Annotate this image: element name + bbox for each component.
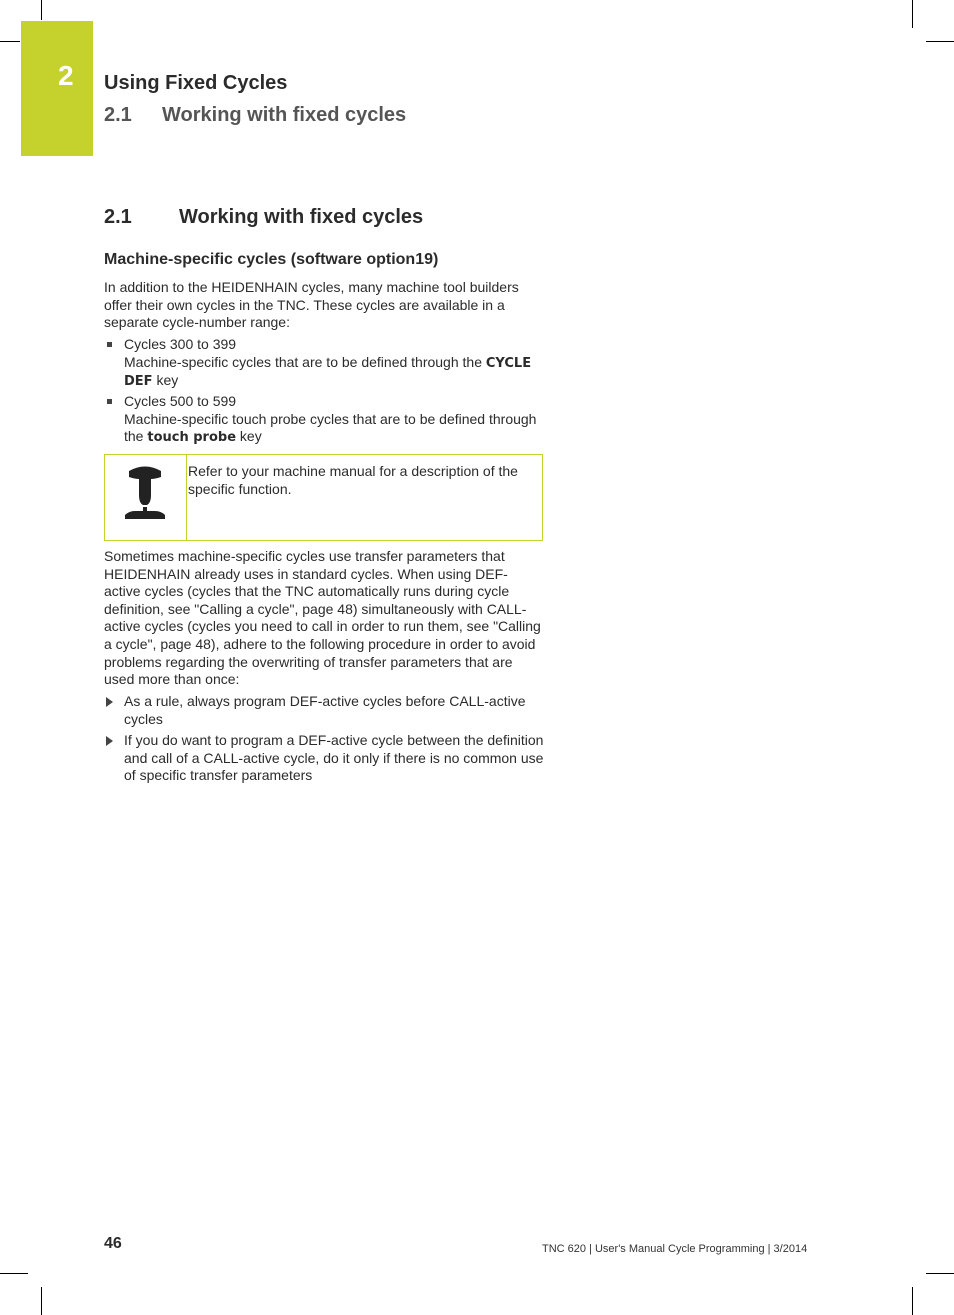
footer-info: TNC 620 | User's Manual Cycle Programming | 3/2014 [542,1243,808,1255]
page-number: 46 [104,1235,122,1252]
running-header-section-number: 2.1 [104,104,132,126]
crop-mark [41,1287,42,1315]
chapter-number: 2 [58,60,74,91]
running-header-title: Using Fixed Cycles [104,72,288,94]
crop-mark [0,1273,28,1274]
machine-manual-icon [123,465,167,521]
step-text: If you do want to program a DEF-active cycle between the definition and call of a CALL-active cycle, do it only if there is no common use of specific transfer parameters [124,732,544,784]
bullet-line: Cycles 300 to 399 [124,336,237,352]
crop-mark [926,1273,954,1274]
running-header-section [104,104,406,127]
bullet-text: Machine-specific cycles that are to be defined through the [124,353,486,370]
chapter-tab [21,21,93,156]
note-text: Refer to your machine manual for a description of the specific function. [188,463,518,497]
bullet-text: key [236,428,262,445]
crop-mark [912,0,913,28]
crop-mark [926,41,954,42]
intro-paragraph: In addition to the HEIDENHAIN cycles, many machine tool builders offer their own cycles in the TNC. These cycles are available in a separate cycle-number range: [104,279,519,331]
list-item [104,336,544,391]
key-name: CYCLE DEF [124,355,532,390]
bullet-line: Cycles 500 to 599 [124,393,237,409]
crop-mark [912,1287,913,1315]
list-item [104,693,544,728]
subsection-heading: Machine-specific cycles (software option19) [104,251,439,268]
section-number: 2.1 [104,206,132,228]
note-box [104,454,543,541]
list-item [104,732,544,785]
crop-mark [41,0,42,20]
step-text: As a rule, always program DEF-active cycles before CALL-active cycles [124,693,526,727]
running-header-section-title: Working with fixed cycles [162,104,407,126]
crop-mark [0,41,20,42]
list-item [104,393,544,447]
section-title: Working with fixed cycles [179,206,424,228]
bullet-text: key [152,372,179,389]
section-heading [104,206,423,229]
bullet-text: Machine-specific touch probe cycles that are to be defined through the [124,410,537,445]
body-paragraph: Sometimes machine-specific cycles use transfer parameters that HEIDENHAIN already uses in standard cycles. When using DEF-active cycles (cycles that the TNC automatically runs during cycle definition, see "Calling a cycle", page 48) simultaneously with CALL-active cycles (cycles you need to call in order to run them, see "Calling a cycle", page 48), adhere to the following procedure in order to avoid problems regarding the overwriting of transfer parameters that are used more than once: [104,548,541,688]
note-divider [186,455,187,540]
key-name: touch probe [147,430,237,446]
